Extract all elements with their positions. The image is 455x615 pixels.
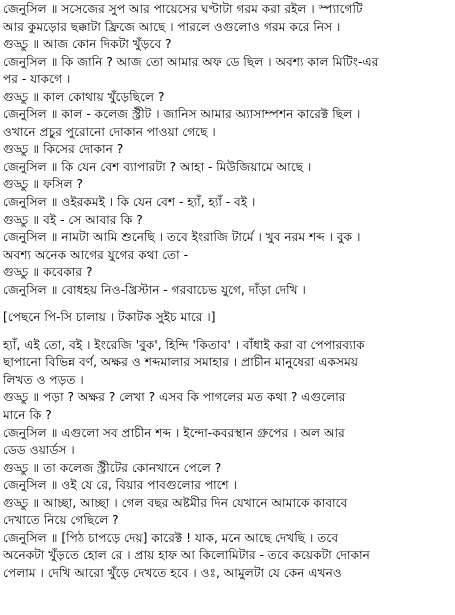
text-line: জেনুসিল ॥ [পিঠ চাপড়ে দেয়] কারেক্ট ! যাক, মনে আছে দেখছি । তবে bbox=[3, 530, 339, 545]
text-line: গুড্ডু ॥ তা কলেজ স্ট্রীটের কোনখানে পেলে ? bbox=[3, 460, 222, 475]
text-line: জেনুসিল ॥ বোধহয় নিও-খ্রিস্টান - গরবাচেভ যুগে, দাঁড়া দেখি । bbox=[3, 282, 306, 297]
text-line: গুড্ডু ॥ কাল কোথায় খুঁড়েছিলে ? bbox=[3, 89, 165, 104]
text-line: অনেকটা খুঁড়তে হোল রে । প্রায় হাফ আ কিলোমিটার - তবে কয়েকটা দোকান bbox=[3, 548, 370, 563]
text-line: জেনুসিল ॥ কাল - কলেজ স্ট্রীট । জানিস আমার অ্যাসাম্পশন কারেক্ট ছিল । bbox=[3, 107, 361, 122]
text-line: জেনুসিল ॥ ওই যে রে, বিয়ার পাবগুলোর পাশে । bbox=[3, 478, 238, 493]
text-line: পর - যাকগে । bbox=[3, 72, 71, 87]
stage-direction: [পেছনে পি-সি চালায় । টকাটক সুইচ মারে ।] bbox=[3, 310, 216, 325]
blank-line bbox=[3, 327, 453, 337]
text-line: অবশ্য অনেক আগের যুগের কথা তো - bbox=[3, 247, 188, 262]
text-line: হ্যাঁ, এই তো, বই । ইংরেজি 'বুক', হিন্দি 'কিতাব' । বাঁধাই করা বা পেপারব্যাক bbox=[3, 337, 365, 352]
text-line: ডেড ওয়ার্ডস । bbox=[3, 443, 75, 458]
text-line: গুড্ডু ॥ পড়া ? অক্ষর ? লেখা ? এসব কি পাগলের মত কথা ? এগুলোর bbox=[3, 390, 346, 405]
text-line: গুড্ডু ॥ ফসিল ? bbox=[3, 177, 84, 192]
text-line: গুড্ডু ॥ কবেকার ? bbox=[3, 265, 93, 280]
text-line: ছাপানো বিভিন্ন বর্ণ, অক্ষর ও শব্দমালার সমাহার । প্রাচীন মানুষেরা একসময় bbox=[3, 355, 359, 370]
text-line: ওখানে প্রচুর পুরোনো দোকান পাওয়া গেছে । bbox=[3, 124, 216, 139]
text-line: জেনুসিল ॥ নামটা আমি শুনেছি । তবে ইংরাজি টার্মে । খুব নরম শব্দ । বুক । bbox=[3, 230, 361, 245]
text-line: জেনুসিল ॥ এগুলো সব প্রাচীন শব্দ । ইন্দো-কবরস্থান গ্রুপের । অল আর bbox=[3, 425, 345, 440]
text-line: পেলাম । দেখি আরো খুঁড়ে দেখতে হবে । ওঃ, আমুলটা যে কেন এখনও bbox=[3, 565, 342, 580]
text-line: জেনুসিল ॥ কি যেন বেশ ব্যাপারটা ? আহা - মিউজিয়ামে আছে । bbox=[3, 159, 312, 174]
text-line: জেনুসিল ॥ ওইরকমই । কি যেন বেশ - হ্যাঁ, হ্যাঁ - বই । bbox=[3, 195, 256, 210]
blank-line bbox=[3, 299, 453, 309]
text-line: গুড্ডু ॥ বই - সে আবার কি ? bbox=[3, 212, 143, 227]
text-line: মানে কি ? bbox=[3, 408, 52, 423]
text-line: দেখাতে নিয়ে গেছিলে ? bbox=[3, 513, 119, 528]
text-line: আর কুমড়োর ছক্কাটা ফ্রিজে আছে । পারলে ওগুলোও গরম করে নিস । bbox=[3, 19, 341, 34]
text-line: গুড্ডু ॥ কিসের দোকান ? bbox=[3, 142, 124, 157]
text-line: গুড্ডু ॥ আচ্ছা, আচ্ছা । গেল বছর অষ্টমীর দিন যেখানে আমাকে কাবাবে bbox=[3, 495, 348, 510]
text-line: জেনুসিল ॥ সসেজের সুপ আর পায়েসের ঘণ্টাটা গরম করা রইল । স্প্যাগেটি bbox=[3, 2, 363, 16]
text-line: গুড্ডু ॥ আজ কোন দিকটা খুঁড়বে ? bbox=[3, 37, 172, 52]
text-line: জেনুসিল ॥ কি জানি ? আজ তো আমার অফ ডে ছিল । অবশ্য কাল মিটিং-এর bbox=[3, 54, 379, 69]
text-line: লিখত ও পড়ত । bbox=[3, 372, 84, 387]
